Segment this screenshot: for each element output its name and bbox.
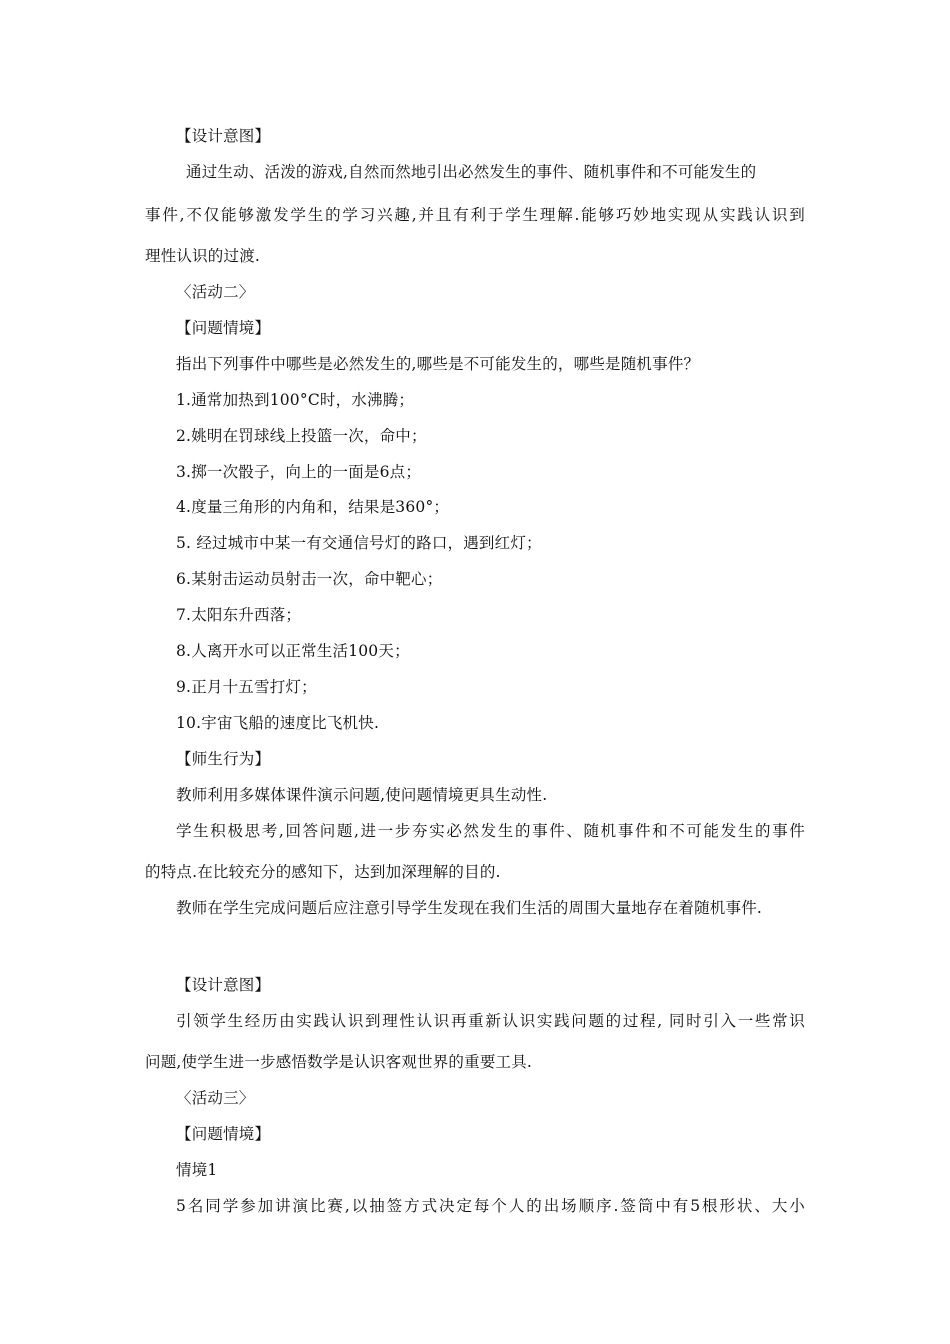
activity-2-title: 〈活动二〉 [176,283,255,301]
event-item-1: 1.通常加热到100°C时，水沸腾； [176,391,415,409]
event-item-7: 7.太阳东升西落； [176,606,302,624]
event-item-2: 2.姚明在罚球线上投篮一次，命中； [176,427,427,445]
design-intent-heading-2: 【设计意图】 [176,976,271,994]
design-intent-paragraph-2-line-1: 引领学生经历由实践认识到理性认识再重新认识实践问题的过程, 同时引入一些常识 [176,1012,805,1030]
design-intent-paragraph-1-line-1: 通过生动、活泼的游戏,自然而然地引出必然发生的事件、随机事件和不可能发生的 [186,163,757,181]
problem-situation-heading-2: 【问题情境】 [176,1125,271,1143]
activity-3-title: 〈活动三〉 [176,1089,255,1107]
event-item-8: 8.人离开水可以正常生活100天； [176,642,410,660]
behavior-line-2b: 的特点.在比较充分的感知下，达到加深理解的目的. [145,863,501,881]
teacher-student-behavior-heading: 【师生行为】 [176,750,271,768]
scenario-line-1: 5名同学参加讲演比赛,以抽签方式决定每个人的出场顺序.签筒中有5根形状、大小 [176,1197,805,1215]
design-intent-paragraph-2-line-2: 问题,使学生进一步感悟数学是认识客观世界的重要工具. [145,1053,533,1071]
behavior-line-3: 教师在学生完成问题后应注意引导学生发现在我们生活的周围大量地存在着随机事件. [176,899,763,917]
design-intent-paragraph-1-line-2: 事件,不仅能够激发学生的学习兴趣,并且有利于学生理解.能够巧妙地实现从实践认识到 [145,206,805,224]
event-item-4: 4.度量三角形的内角和，结果是360°； [176,498,450,516]
behavior-line-2a: 学生积极思考,回答问题,进一步夯实必然发生的事件、随机事件和不可能发生的事件 [176,822,805,840]
behavior-line-1: 教师利用多媒体课件演示问题,使问题情境更具生动性. [176,786,548,804]
event-item-9: 9.正月十五雪打灯； [176,678,317,696]
event-item-6: 6.某射击运动员射击一次，命中靶心； [176,570,443,588]
design-intent-paragraph-1-line-3: 理性认识的过渡. [145,247,261,265]
event-item-3: 3.掷一次骰子，向上的一面是6点； [176,463,422,481]
scenario-label: 情境1 [176,1161,218,1179]
design-intent-heading-1: 【设计意图】 [176,127,271,145]
problem-situation-heading-1: 【问题情境】 [176,319,271,337]
activity-2-prompt: 指出下列事件中哪些是必然发生的,哪些是不可能发生的，哪些是随机事件？ [176,355,700,373]
event-item-5: 5. 经过城市中某一有交通信号灯的路口，遇到红灯； [176,534,542,552]
event-item-10: 10.宇宙飞船的速度比飞机快. [176,714,380,732]
